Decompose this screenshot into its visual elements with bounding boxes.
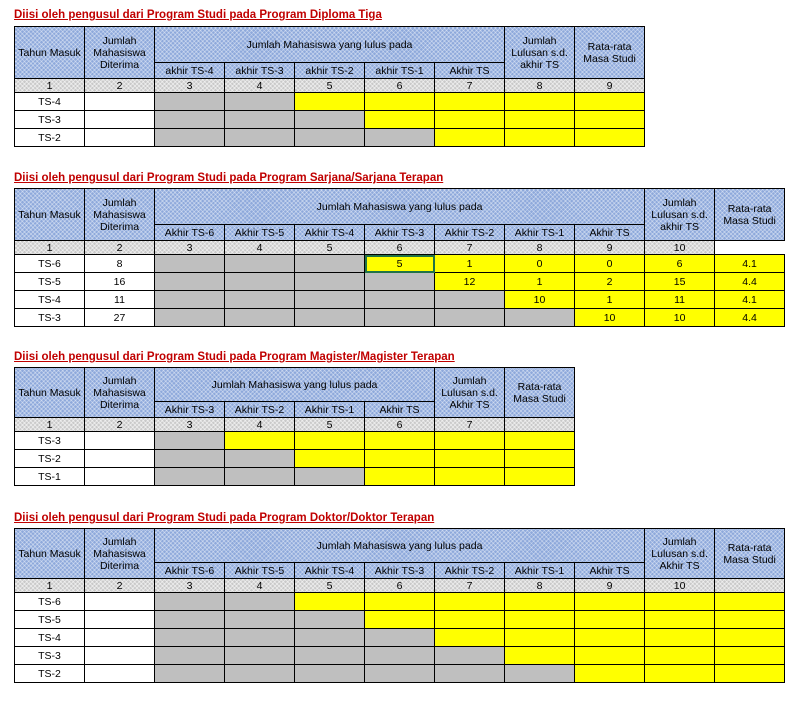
data-cell[interactable]: [645, 629, 715, 647]
data-cell[interactable]: [155, 273, 225, 291]
subheader-cell[interactable]: Akhir TS: [365, 402, 435, 418]
selected-cell[interactable]: 5: [365, 255, 435, 273]
data-cell[interactable]: [225, 665, 295, 683]
data-cell[interactable]: [155, 611, 225, 629]
subheader-cell[interactable]: Akhir TS-1: [505, 225, 575, 241]
data-cell[interactable]: [715, 665, 785, 683]
data-cell[interactable]: [645, 593, 715, 611]
subheader-cell[interactable]: Akhir TS-4: [295, 563, 365, 579]
data-cell[interactable]: [435, 309, 505, 327]
row-label[interactable]: TS-6: [15, 255, 85, 273]
data-cell[interactable]: [295, 647, 365, 665]
data-cell[interactable]: [365, 111, 435, 129]
data-cell[interactable]: [645, 665, 715, 683]
column-number[interactable]: 4: [225, 418, 295, 432]
table-row: [15, 129, 645, 147]
data-cell[interactable]: [155, 450, 225, 468]
data-cell[interactable]: [575, 129, 645, 147]
table-row: [15, 593, 785, 611]
data-cell[interactable]: [295, 665, 365, 683]
column-number[interactable]: 9: [575, 241, 645, 255]
header-jumlah-diterima[interactable]: Jumlah Mahasiswa Diterima: [85, 368, 155, 418]
data-cell[interactable]: [575, 593, 645, 611]
data-cell[interactable]: [435, 468, 505, 486]
data-cell[interactable]: [435, 432, 505, 450]
column-number[interactable]: 9: [575, 579, 645, 593]
data-cell[interactable]: [645, 611, 715, 629]
data-cell[interactable]: 4.1: [715, 291, 785, 309]
cell-diterima[interactable]: 8: [85, 255, 155, 273]
data-cell[interactable]: [505, 450, 575, 468]
row-label[interactable]: TS-5: [15, 273, 85, 291]
column-number[interactable]: 6: [365, 79, 435, 93]
data-cell[interactable]: [155, 309, 225, 327]
data-cell[interactable]: [155, 93, 225, 111]
data-cell[interactable]: [225, 309, 295, 327]
subheader-cell[interactable]: Akhir TS-4: [295, 225, 365, 241]
data-cell[interactable]: 1: [435, 255, 505, 273]
data-cell[interactable]: [715, 611, 785, 629]
column-number[interactable]: 4: [225, 241, 295, 255]
column-number[interactable]: 5: [295, 579, 365, 593]
data-cell[interactable]: [365, 309, 435, 327]
cell-diterima[interactable]: [85, 432, 155, 450]
cell-diterima[interactable]: [85, 468, 155, 486]
data-cell[interactable]: [295, 450, 365, 468]
data-cell[interactable]: [365, 629, 435, 647]
column-number[interactable]: 4: [225, 79, 295, 93]
data-cell[interactable]: [435, 111, 505, 129]
subheader-cell[interactable]: Akhir TS-6: [155, 225, 225, 241]
data-cell[interactable]: [435, 629, 505, 647]
header-tahun-masuk[interactable]: Tahun Masuk: [15, 529, 85, 579]
section-title-sarjana: Diisi oleh pengusul dari Program Studi pada Program Sarjana/Sarjana Terapan: [14, 172, 444, 184]
data-cell[interactable]: [435, 291, 505, 309]
data-cell[interactable]: [575, 647, 645, 665]
cell-diterima[interactable]: 16: [85, 273, 155, 291]
subheader-cell[interactable]: Akhir TS-2: [225, 402, 295, 418]
data-cell[interactable]: [505, 647, 575, 665]
header-rata-rata[interactable]: Rata-rata Masa Studi: [505, 368, 575, 418]
data-cell[interactable]: [505, 611, 575, 629]
data-cell[interactable]: [155, 593, 225, 611]
data-cell[interactable]: [715, 629, 785, 647]
data-cell[interactable]: [295, 611, 365, 629]
data-cell[interactable]: 12: [435, 273, 505, 291]
column-number[interactable]: 6: [365, 579, 435, 593]
table-doktor: [14, 528, 785, 683]
table-row: [15, 111, 645, 129]
data-cell[interactable]: [505, 93, 575, 111]
row-label[interactable]: TS-4: [15, 93, 85, 111]
data-cell[interactable]: [225, 468, 295, 486]
column-number[interactable]: 6: [365, 418, 435, 432]
subheader-cell[interactable]: akhir TS-4: [155, 63, 225, 79]
data-cell[interactable]: [505, 432, 575, 450]
column-number[interactable]: 8: [505, 79, 575, 93]
header-rata-rata[interactable]: Rata-rata Masa Studi: [575, 27, 645, 79]
subheader-cell[interactable]: Akhir TS-5: [225, 225, 295, 241]
data-cell[interactable]: [505, 111, 575, 129]
data-cell[interactable]: 4.4: [715, 309, 785, 327]
header-tahun-masuk[interactable]: Tahun Masuk: [15, 27, 85, 79]
data-cell[interactable]: [295, 593, 365, 611]
table-row: [15, 291, 785, 309]
row-label[interactable]: TS-3: [15, 309, 85, 327]
cell-diterima[interactable]: [85, 647, 155, 665]
data-cell[interactable]: [365, 647, 435, 665]
data-cell[interactable]: [575, 665, 645, 683]
column-number-empty[interactable]: [715, 579, 785, 593]
data-cell[interactable]: [225, 629, 295, 647]
subheader-cell[interactable]: Akhir TS-3: [155, 402, 225, 418]
data-cell[interactable]: 0: [505, 255, 575, 273]
row-label[interactable]: TS-3: [15, 432, 85, 450]
table-row: [15, 468, 575, 486]
table-row: [15, 432, 575, 450]
column-number[interactable]: 8: [505, 241, 575, 255]
column-number[interactable]: 2: [85, 418, 155, 432]
data-cell[interactable]: 2: [575, 273, 645, 291]
data-cell[interactable]: [715, 647, 785, 665]
column-number[interactable]: 4: [225, 579, 295, 593]
data-cell[interactable]: 4.1: [715, 255, 785, 273]
data-cell[interactable]: [575, 111, 645, 129]
subheader-cell[interactable]: Akhir TS-1: [295, 402, 365, 418]
column-number[interactable]: 1: [15, 79, 85, 93]
column-number[interactable]: 3: [155, 579, 225, 593]
data-cell[interactable]: [365, 93, 435, 111]
cell-diterima[interactable]: [85, 611, 155, 629]
data-cell[interactable]: [295, 468, 365, 486]
data-cell[interactable]: [225, 273, 295, 291]
data-cell[interactable]: [295, 111, 365, 129]
column-number[interactable]: 5: [295, 79, 365, 93]
header-jumlah-lulusan[interactable]: Jumlah Lulusan s.d. Akhir TS: [435, 368, 505, 418]
row-label[interactable]: TS-4: [15, 629, 85, 647]
column-number[interactable]: 7: [435, 241, 505, 255]
row-label[interactable]: TS-2: [15, 129, 85, 147]
data-cell[interactable]: [435, 93, 505, 111]
subheader-cell[interactable]: Akhir TS-3: [365, 563, 435, 579]
section-title-diploma: Diisi oleh pengusul dari Program Studi pada Program Diploma Tiga: [14, 9, 382, 21]
data-cell[interactable]: [435, 129, 505, 147]
subheader-cell[interactable]: akhir TS-2: [295, 63, 365, 79]
data-cell[interactable]: 1: [575, 291, 645, 309]
data-cell[interactable]: [225, 255, 295, 273]
data-cell[interactable]: [225, 647, 295, 665]
header-jumlah-diterima[interactable]: Jumlah Mahasiswa Diterima: [85, 529, 155, 579]
row-label[interactable]: TS-2: [15, 665, 85, 683]
data-cell[interactable]: 6: [645, 255, 715, 273]
data-cell[interactable]: 11: [645, 291, 715, 309]
table-row: [15, 309, 785, 327]
data-cell[interactable]: [225, 291, 295, 309]
column-number[interactable]: 9: [575, 79, 645, 93]
subheader-cell[interactable]: Akhir TS: [435, 63, 505, 79]
data-cell[interactable]: [295, 273, 365, 291]
data-cell[interactable]: [365, 129, 435, 147]
subheader-cell[interactable]: Akhir TS-5: [225, 563, 295, 579]
data-cell[interactable]: [505, 629, 575, 647]
data-cell[interactable]: [365, 450, 435, 468]
data-cell[interactable]: 10: [505, 291, 575, 309]
data-cell[interactable]: 4.4: [715, 273, 785, 291]
subheader-cell[interactable]: Akhir TS-2: [435, 225, 505, 241]
row-label[interactable]: TS-3: [15, 111, 85, 129]
section-title-magister: Diisi oleh pengusul dari Program Studi pada Program Magister/Magister Terapan: [14, 351, 455, 363]
data-cell[interactable]: [575, 611, 645, 629]
header-jumlah-lulusan[interactable]: Jumlah Lulusan s.d. Akhir TS: [645, 529, 715, 579]
row-label[interactable]: TS-2: [15, 450, 85, 468]
cell-diterima[interactable]: 27: [85, 309, 155, 327]
header-jumlah-lulus[interactable]: Jumlah Mahasiswa yang lulus pada: [155, 189, 645, 225]
data-cell[interactable]: [715, 593, 785, 611]
data-cell[interactable]: [365, 468, 435, 486]
row-label[interactable]: TS-6: [15, 593, 85, 611]
data-cell[interactable]: [225, 450, 295, 468]
data-cell[interactable]: [365, 611, 435, 629]
data-cell[interactable]: 1: [505, 273, 575, 291]
data-cell[interactable]: 0: [575, 255, 645, 273]
data-cell[interactable]: [435, 611, 505, 629]
data-cell[interactable]: [155, 111, 225, 129]
data-cell[interactable]: [225, 432, 295, 450]
column-number[interactable]: 5: [295, 241, 365, 255]
header-jumlah-lulus[interactable]: Jumlah Mahasiswa yang lulus pada: [155, 27, 505, 63]
header-jumlah-lulus[interactable]: Jumlah Mahasiswa yang lulus pada: [155, 368, 435, 402]
data-cell[interactable]: [155, 647, 225, 665]
table-row: [15, 255, 785, 273]
header-tahun-masuk[interactable]: Tahun Masuk: [15, 368, 85, 418]
data-cell[interactable]: [295, 93, 365, 111]
header-jumlah-lulus[interactable]: Jumlah Mahasiswa yang lulus pada: [155, 529, 645, 563]
column-number[interactable]: 2: [85, 579, 155, 593]
data-cell[interactable]: [435, 647, 505, 665]
row-label[interactable]: TS-5: [15, 611, 85, 629]
data-cell[interactable]: [155, 129, 225, 147]
data-cell[interactable]: [365, 291, 435, 309]
data-cell[interactable]: [295, 129, 365, 147]
column-number[interactable]: 6: [365, 241, 435, 255]
header-tahun-masuk[interactable]: Tahun Masuk: [15, 189, 85, 241]
column-number[interactable]: 5: [295, 418, 365, 432]
cell-diterima[interactable]: [85, 111, 155, 129]
cell-diterima[interactable]: [85, 593, 155, 611]
data-cell[interactable]: [295, 309, 365, 327]
data-cell[interactable]: [155, 629, 225, 647]
subheader-cell[interactable]: Akhir TS-3: [365, 225, 435, 241]
subheader-cell[interactable]: Akhir TS-2: [435, 563, 505, 579]
column-number[interactable]: 2: [85, 79, 155, 93]
subheader-cell[interactable]: akhir TS-3: [225, 63, 295, 79]
cell-diterima[interactable]: [85, 93, 155, 111]
data-cell[interactable]: [225, 611, 295, 629]
data-cell[interactable]: 15: [645, 273, 715, 291]
column-number[interactable]: 3: [155, 418, 225, 432]
data-cell[interactable]: [645, 647, 715, 665]
column-number[interactable]: 7: [435, 79, 505, 93]
cell-diterima[interactable]: 11: [85, 291, 155, 309]
column-number[interactable]: 1: [15, 579, 85, 593]
cell-diterima[interactable]: [85, 665, 155, 683]
data-cell[interactable]: [155, 665, 225, 683]
row-label[interactable]: TS-3: [15, 647, 85, 665]
data-cell[interactable]: [225, 129, 295, 147]
data-cell[interactable]: [225, 93, 295, 111]
data-cell[interactable]: [575, 93, 645, 111]
header-jumlah-diterima[interactable]: Jumlah Mahasiswa Diterima: [85, 189, 155, 241]
table-sarjana: [14, 188, 785, 327]
column-number[interactable]: 1: [15, 418, 85, 432]
data-cell[interactable]: [225, 593, 295, 611]
section-title-doktor: Diisi oleh pengusul dari Program Studi pada Program Doktor/Doktor Terapan: [14, 512, 435, 524]
table-row: [15, 273, 785, 291]
column-number[interactable]: 10: [645, 241, 715, 255]
header-rata-rata[interactable]: Rata-rata Masa Studi: [715, 529, 785, 579]
column-number[interactable]: 3: [155, 241, 225, 255]
table-diploma: [14, 26, 645, 147]
data-cell[interactable]: [295, 432, 365, 450]
data-cell[interactable]: [505, 129, 575, 147]
table-row: [15, 629, 785, 647]
column-number[interactable]: 1: [15, 241, 85, 255]
data-cell[interactable]: [155, 468, 225, 486]
table-row: [15, 93, 645, 111]
column-number[interactable]: 7: [435, 579, 505, 593]
column-number[interactable]: 7: [435, 418, 505, 432]
data-cell[interactable]: [505, 593, 575, 611]
cell-diterima[interactable]: [85, 129, 155, 147]
data-cell[interactable]: [435, 593, 505, 611]
cell-diterima[interactable]: [85, 450, 155, 468]
data-cell[interactable]: [575, 629, 645, 647]
column-number[interactable]: 10: [645, 579, 715, 593]
column-number[interactable]: 2: [85, 241, 155, 255]
table-row: [15, 450, 575, 468]
data-cell[interactable]: [225, 111, 295, 129]
data-cell[interactable]: 10: [645, 309, 715, 327]
data-cell[interactable]: [295, 629, 365, 647]
data-cell[interactable]: [155, 255, 225, 273]
data-cell[interactable]: [155, 432, 225, 450]
data-cell[interactable]: [365, 593, 435, 611]
data-cell[interactable]: [295, 291, 365, 309]
data-cell[interactable]: [435, 665, 505, 683]
data-cell[interactable]: [295, 255, 365, 273]
column-number-empty[interactable]: [505, 418, 575, 432]
table-magister: [14, 367, 575, 486]
table-row: [15, 665, 785, 683]
subheader-cell[interactable]: Akhir TS-1: [505, 563, 575, 579]
row-label[interactable]: TS-4: [15, 291, 85, 309]
column-number[interactable]: 3: [155, 79, 225, 93]
column-number[interactable]: 8: [505, 579, 575, 593]
header-jumlah-lulusan[interactable]: Jumlah Lulusan s.d. akhir TS: [645, 189, 715, 241]
data-cell[interactable]: [365, 665, 435, 683]
data-cell[interactable]: [505, 468, 575, 486]
table-row: [15, 647, 785, 665]
data-cell[interactable]: [505, 309, 575, 327]
table-row: [15, 611, 785, 629]
data-cell[interactable]: [155, 291, 225, 309]
subheader-cell[interactable]: Akhir TS: [575, 563, 645, 579]
subheader-cell[interactable]: Akhir TS-6: [155, 563, 225, 579]
data-cell[interactable]: [505, 665, 575, 683]
row-label[interactable]: TS-1: [15, 468, 85, 486]
cell-diterima[interactable]: [85, 629, 155, 647]
data-cell[interactable]: 10: [575, 309, 645, 327]
subheader-cell[interactable]: akhir TS-1: [365, 63, 435, 79]
data-cell[interactable]: [365, 273, 435, 291]
data-cell[interactable]: [365, 432, 435, 450]
data-cell[interactable]: [435, 450, 505, 468]
subheader-cell[interactable]: Akhir TS: [575, 225, 645, 241]
header-rata-rata[interactable]: Rata-rata Masa Studi: [715, 189, 785, 241]
header-jumlah-diterima[interactable]: Jumlah Mahasiswa Diterima: [85, 27, 155, 79]
header-jumlah-lulusan[interactable]: Jumlah Lulusan s.d. akhir TS: [505, 27, 575, 79]
